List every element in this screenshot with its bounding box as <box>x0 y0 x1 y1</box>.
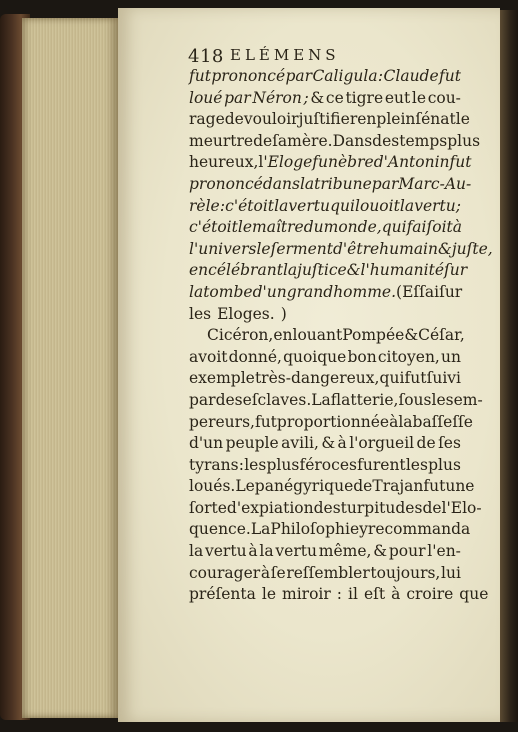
word: d'être <box>332 239 380 258</box>
word: heureux, <box>189 153 259 172</box>
word: ſous <box>398 390 432 409</box>
word: ſa <box>272 131 288 150</box>
word: Pompée <box>342 326 405 345</box>
text-line <box>189 152 472 174</box>
word: dans <box>262 174 300 193</box>
word: de <box>253 131 273 150</box>
word: la <box>259 542 274 561</box>
word: l'humanité <box>360 261 444 280</box>
text-line <box>189 541 461 563</box>
word: fut <box>404 369 427 388</box>
word: à <box>260 563 271 582</box>
word: ſur <box>444 261 468 280</box>
word: : <box>377 67 384 85</box>
right-page-edge <box>500 10 518 722</box>
word: proportionnée <box>276 412 390 431</box>
word: turpitudes <box>340 498 423 517</box>
word: reſſembler <box>286 563 370 582</box>
word: La <box>250 520 271 539</box>
word: juſtifier <box>298 110 358 129</box>
word: donné, <box>228 347 282 366</box>
text-line <box>189 131 481 153</box>
text-line <box>189 563 461 585</box>
word: & <box>438 239 452 258</box>
word: rage <box>189 110 225 129</box>
word: ſerment <box>270 239 333 258</box>
word: louant <box>292 326 343 345</box>
word: Cicéron, <box>207 326 274 345</box>
word: vertu <box>275 542 317 561</box>
page-header <box>188 46 468 68</box>
word: c'étoit <box>189 218 238 237</box>
word: courager <box>189 563 261 582</box>
word: mère. <box>287 131 333 150</box>
word: les <box>431 390 454 409</box>
word: plus <box>447 131 481 150</box>
word: cou- <box>427 88 461 107</box>
word: La <box>311 390 331 409</box>
text-line <box>189 174 472 196</box>
word: baſſeſſe <box>412 412 473 431</box>
word: ſe <box>270 563 286 582</box>
word: : <box>219 196 226 215</box>
word: à <box>248 542 258 561</box>
word: féroces <box>299 455 357 474</box>
text-line <box>189 584 489 606</box>
word: fut <box>423 477 446 496</box>
word: c'étoit <box>225 196 275 215</box>
word: plein <box>376 110 416 129</box>
word: ( <box>396 282 403 301</box>
text-line <box>189 433 461 455</box>
word: la <box>274 196 289 215</box>
word: eut <box>384 88 411 107</box>
word: des <box>215 390 243 409</box>
body-text <box>189 66 493 606</box>
word: homme. <box>333 282 397 301</box>
word: ſénat <box>415 110 456 129</box>
word: à <box>452 218 463 237</box>
word: peuple <box>225 434 279 453</box>
word: Le <box>235 477 255 496</box>
word: quence. <box>189 520 251 539</box>
word: de <box>416 434 436 453</box>
word: flatterie, <box>330 390 399 409</box>
word: humain <box>379 239 439 258</box>
word: Caligula <box>312 67 378 85</box>
word: des <box>313 498 341 517</box>
word: loués. <box>189 477 236 496</box>
word: l'orgueil <box>349 434 415 453</box>
word: tyrans <box>189 455 239 474</box>
word: de <box>422 498 442 517</box>
word: la <box>189 542 204 561</box>
word: Eloge <box>267 153 313 172</box>
word: par <box>371 174 399 193</box>
word: prononcé <box>189 174 263 193</box>
word: citoyen, <box>377 347 440 366</box>
text-line <box>189 88 461 110</box>
word: en <box>273 326 293 345</box>
word: plus <box>266 455 300 474</box>
word: maître <box>252 218 304 237</box>
word: vertu; <box>414 196 461 215</box>
text-line <box>189 109 470 131</box>
page-number: 418 <box>188 46 224 67</box>
word: monde, <box>323 218 382 237</box>
word: juſtice <box>297 261 347 280</box>
word: meurtre <box>189 131 254 150</box>
word: Eſſai <box>402 282 440 301</box>
word: plus <box>428 455 461 474</box>
word: l'univers <box>189 239 257 258</box>
word: Trajan <box>372 477 424 496</box>
word: le <box>237 218 253 237</box>
word: le <box>256 239 271 258</box>
word: loué <box>189 88 223 107</box>
word: très-dangereux, <box>254 369 380 388</box>
text-line <box>189 412 473 434</box>
word: du <box>303 218 324 237</box>
text-line <box>189 260 468 282</box>
word: vertu <box>205 542 247 561</box>
word: grand <box>286 282 334 301</box>
word: qui <box>379 369 405 388</box>
word: & <box>321 434 336 453</box>
word: de <box>353 477 373 496</box>
word: en <box>189 261 209 280</box>
word: temps <box>399 131 448 150</box>
text-line <box>189 239 493 261</box>
word: la <box>398 412 413 431</box>
word: recommanda <box>367 520 471 539</box>
word: même, <box>318 542 372 561</box>
word: les <box>189 304 212 323</box>
text-line <box>189 368 461 390</box>
word: d'un <box>252 282 287 301</box>
word: à <box>337 434 347 453</box>
word: em- <box>453 390 483 409</box>
word: Céſar, <box>418 326 465 345</box>
word: la <box>282 261 298 280</box>
text-line <box>189 196 461 218</box>
word: toujours, <box>370 563 441 582</box>
word: à <box>389 412 399 431</box>
word: les <box>244 455 267 474</box>
word: un <box>440 347 461 366</box>
word: avili, <box>281 434 319 453</box>
text-line <box>189 455 461 477</box>
word: la <box>189 282 204 301</box>
word: croire <box>406 585 454 604</box>
word: le <box>411 88 427 107</box>
word: fut <box>254 412 277 431</box>
word: fut <box>189 67 211 85</box>
word: Néron <box>252 88 302 107</box>
word: l' <box>258 153 268 172</box>
word: prononcé <box>211 67 286 85</box>
text-line <box>189 325 465 347</box>
word: préſenta <box>189 585 256 604</box>
word: la <box>399 196 415 215</box>
word: & <box>310 88 325 107</box>
word: qui <box>381 218 407 237</box>
word: que <box>459 585 489 604</box>
word: exemple <box>189 369 255 388</box>
word: Philoſophie <box>270 520 360 539</box>
word: fut <box>439 67 461 85</box>
word: & <box>373 542 388 561</box>
word: fut <box>449 153 472 172</box>
word: furent <box>357 455 406 474</box>
word: : <box>336 585 343 604</box>
word: d'Antonin <box>373 153 450 172</box>
word: en <box>357 110 377 129</box>
word: panégyrique <box>254 477 354 496</box>
page-stack-edges <box>22 18 118 718</box>
word: eſt <box>363 585 386 604</box>
text-line <box>189 66 461 88</box>
text-line <box>189 304 461 326</box>
word: à <box>391 585 401 604</box>
word: Claude <box>383 67 439 85</box>
word: rèle <box>189 196 220 215</box>
word: Dans <box>332 131 373 150</box>
word: ) <box>280 304 287 323</box>
word: le <box>261 585 277 604</box>
word: d'expiation <box>226 498 314 517</box>
running-title: ELÉMENS <box>230 46 340 64</box>
word: les <box>405 455 428 474</box>
word: ; <box>303 88 309 107</box>
word: Eloges. <box>217 304 275 323</box>
word: par <box>285 67 313 85</box>
word: & <box>404 326 419 345</box>
word: : <box>238 455 244 474</box>
text-line <box>189 282 461 304</box>
word: funèbre <box>312 153 374 172</box>
word: l'Elo- <box>441 498 482 517</box>
word: quoique <box>283 347 347 366</box>
word: vertu <box>288 196 330 215</box>
word: faiſoit <box>406 218 453 237</box>
word: bon <box>347 347 377 366</box>
word: juſte, <box>451 239 493 258</box>
word: vouloir <box>243 110 299 129</box>
word: ſorte <box>189 498 227 517</box>
text-line <box>189 217 461 239</box>
word: lui <box>441 563 461 582</box>
text-line <box>189 519 471 541</box>
word: qui <box>330 196 355 215</box>
text-line <box>189 390 483 412</box>
word: ce <box>325 88 344 107</box>
word: tombe <box>203 282 253 301</box>
text-line <box>189 347 461 369</box>
word: avoit <box>189 347 228 366</box>
word: ſes <box>438 434 461 453</box>
word: le <box>455 110 470 129</box>
word: Marc-Au- <box>398 174 472 193</box>
word: l'en- <box>427 542 461 561</box>
word: tribune <box>314 174 372 193</box>
word: louoit <box>355 196 400 215</box>
word: & <box>346 261 361 280</box>
word: eſclaves. <box>242 390 312 409</box>
word: d'un <box>189 434 224 453</box>
word: pour <box>388 542 426 561</box>
word: célébrant <box>208 261 283 280</box>
word: des <box>372 131 400 150</box>
word: ſur <box>439 282 463 301</box>
word: y <box>359 520 368 539</box>
word: une <box>445 477 475 496</box>
text-line <box>189 498 482 520</box>
word: de <box>224 110 244 129</box>
word: par <box>189 390 216 409</box>
word: la <box>299 174 315 193</box>
word: ſuivi <box>426 369 461 388</box>
word: par <box>224 88 251 107</box>
word: tigre <box>345 88 384 107</box>
word: miroir <box>282 585 331 604</box>
word: pereurs, <box>189 412 255 431</box>
text-line <box>189 476 475 498</box>
word: il <box>348 585 358 604</box>
